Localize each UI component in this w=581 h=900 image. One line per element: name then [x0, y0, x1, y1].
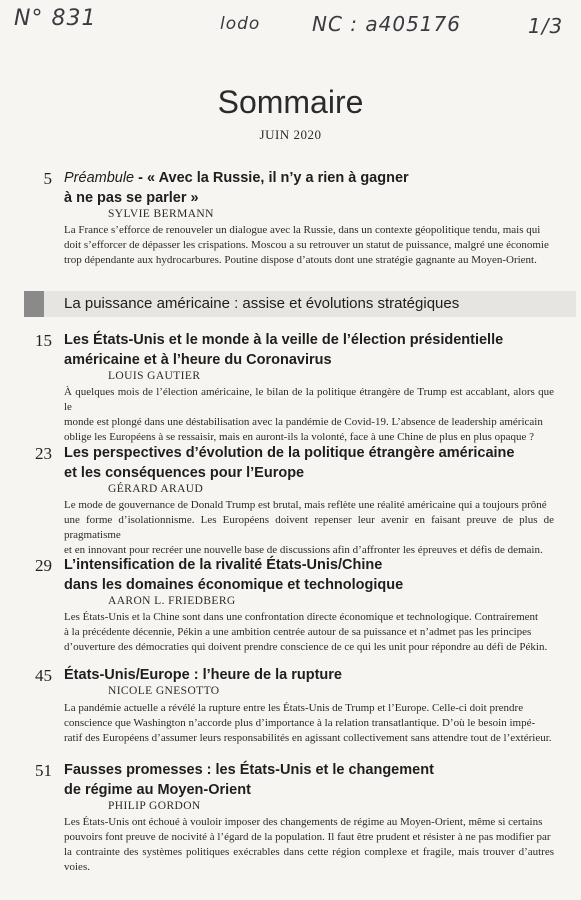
preamble-label: Préambule [64, 170, 135, 186]
entry-author: GÉRARD ARAUD [108, 483, 204, 495]
entry-title-line: L’intensification de la rivalité États-Unis/Chine [64, 557, 383, 573]
issue-date: JUIN 2020 [259, 127, 322, 142]
entry-title[interactable] [64, 760, 564, 800]
entry-title[interactable] [64, 330, 564, 370]
entry-title-line: à ne pas se parler » [64, 190, 199, 206]
entry-title[interactable] [64, 168, 564, 208]
entry-title-line: de régime au Moyen-Orient [64, 782, 251, 798]
entry-title[interactable] [64, 555, 564, 595]
entry-author: AARON L. FRIEDBERG [108, 595, 236, 607]
section-title: La puissance américaine : assise et évolutions stratégiques [64, 295, 460, 312]
entry-page-number: 23 [35, 444, 52, 463]
description-line: conscience que Washington n’accorde plus d’importance à la relation transatlantique. D’où le besoin impé- [64, 717, 536, 729]
entry-author: PHILIP GORDON [108, 800, 201, 812]
description-line: à la précédente décennie, Pékin a une ambition centrée autour de sa puissance et n’admet pas les principes [64, 626, 532, 638]
entry-title-line: « Avec la Russie, il n’y a rien à gagner [147, 170, 409, 186]
description-line: Le mode de gouvernance de Donald Trump est brutal, mais reflète une réalité américaine qui a toujours prôné [64, 499, 547, 511]
entry-title-line: américaine et à l’heure du Coronavirus [64, 352, 332, 368]
description-line: Les États-Unis ont échoué à vouloir imposer des changements de régime au Moyen-Orient, même si certains [64, 816, 543, 828]
entry-page-number: 5 [43, 169, 52, 188]
entry-title[interactable] [64, 665, 564, 685]
description-line: Les États-Unis et la Chine sont dans une confrontation directe économique et technologique. Contrairement [64, 611, 539, 623]
description-line: ratif des Européens d’assumer leurs responsabilités en agissant collectivement sans attendre tout de l’extérieur. [64, 732, 552, 744]
entry-page-number: 29 [35, 556, 52, 575]
preamble-separator: - [134, 170, 148, 186]
entry-title-line: Fausses promesses : les États-Unis et le changement [64, 762, 434, 778]
entry-author: SYLVIE BERMANN [108, 208, 214, 220]
entry-author: LOUIS GAUTIER [108, 370, 201, 382]
entry-page-number: 45 [35, 666, 52, 685]
description-line: et en innovant pour recréer une nouvelle base de discussions afin d’affronter les épreuves et défis de demain. [64, 544, 543, 556]
description-line: pouvoirs font preuve de nocivité à l’égard de la population. Il faut être prudent et résister à ne pas modifier par [64, 831, 551, 843]
handwritten-page-count: 1/3 [528, 14, 564, 38]
description-line: une forme d’isolationnisme. Les Européens doivent repenser leur avenir en faisant preuve de plus de pragmatisme [64, 514, 554, 541]
description-line: monde est plongé dans une déstabilisation avec la pandémie de Covid-19. L’absence de leadership américain [64, 416, 543, 428]
entry-description [64, 498, 554, 558]
entry-page-number: 15 [35, 331, 52, 350]
handwritten-initials: lodo [220, 14, 261, 34]
description-line: doit s’efforcer de dépasser les crispations. Moscou a su retrouver un statut de puissance, malgré une économie [64, 239, 549, 251]
description-line: d’ouverture des démocraties qui doivent prendre conscience de ce qui les unit pour répondre au défi de Pékin. [64, 641, 548, 653]
handwritten-nc-code: NC : a405176 [312, 12, 461, 36]
description-line: À quelques mois de l’élection américaine, le bilan de la politique étrangère de Trump est accablant, alors que le [64, 386, 554, 413]
description-line: La pandémie actuelle a révélé la rupture entre les États-Unis de Trump et l’Europe. Celle-ci doit prendre [64, 702, 524, 714]
entry-title-line: Les États-Unis et le monde à la veille de l’élection présidentielle [64, 332, 504, 348]
entry-title-line: Les perspectives d’évolution de la politique étrangère américaine [64, 445, 515, 461]
section-marker [24, 291, 44, 317]
entry-description [64, 815, 554, 875]
description-line: oblige les Européens à se ressaisir, mais en auront-ils la volonté, face à une Chine de plus en plus opaque ? [64, 431, 534, 443]
entry-title-line: et les conséquences pour l’Europe [64, 465, 305, 481]
entry-page-number: 51 [35, 761, 52, 780]
description-line: trop dépendante aux hydrocarbures. Poutine dispose d’atouts dont une stratégie gagnante au Moyen-Orient. [64, 254, 537, 266]
entry-title-line: dans les domaines économique et technologique [64, 577, 404, 593]
entry-description [64, 223, 554, 268]
description-line: La France s’efforce de renouveler un dialogue avec la Russie, dans un contexte géopolitique tendu, mais qui [64, 224, 541, 236]
entry-title-line: États-Unis/Europe : l’heure de la rupture [64, 667, 342, 683]
page-title: Sommaire [217, 84, 364, 120]
handwritten-ref-number: N° 831 [14, 6, 97, 31]
description-line: la contrainte des systèmes politiques exécrables dans cette région complexe et fragile, mais trouver d’autres voies. [64, 846, 554, 873]
entry-author: NICOLE GNESOTTO [108, 685, 220, 697]
entry-title[interactable] [64, 443, 564, 483]
entry-description [64, 385, 554, 445]
entry-description [64, 610, 554, 655]
entry-description [64, 701, 554, 746]
